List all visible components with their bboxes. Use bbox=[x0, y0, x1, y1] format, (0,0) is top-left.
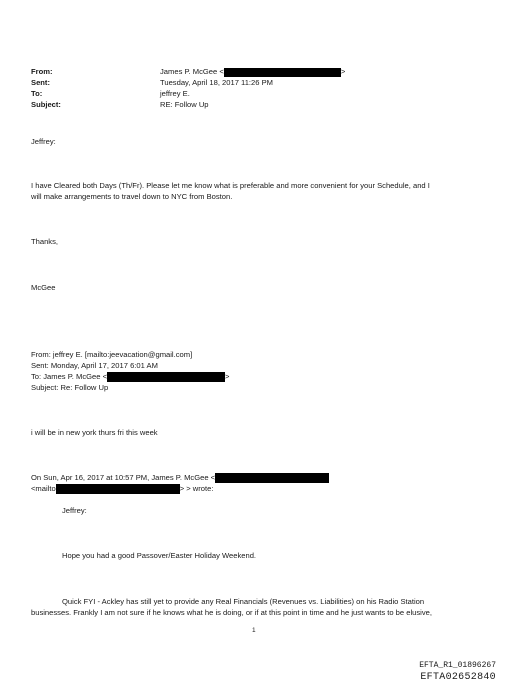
quoted2-mailto-line bbox=[31, 483, 213, 494]
subject-label: Subject: bbox=[31, 100, 61, 109]
quoted-to-text: To: James P. McGee < bbox=[31, 372, 108, 381]
from-value-text: James P. McGee < bbox=[160, 67, 224, 76]
from-value-suffix: > bbox=[340, 67, 346, 76]
quoted-body: i will be in new york thurs fri this week bbox=[31, 428, 158, 437]
quoted-to-suffix: > bbox=[225, 372, 230, 381]
to-value: jeffrey E. bbox=[160, 89, 190, 98]
quoted2-mailto-suffix: > > wrote: bbox=[179, 484, 214, 493]
from-label: From: bbox=[31, 67, 53, 76]
subject-value: RE: Follow Up bbox=[160, 100, 209, 109]
quoted2-on-text: On Sun, Apr 16, 2017 at 10:57 PM, James P. McGee < bbox=[31, 473, 216, 482]
footer-id-1: EFTA_R1_01896267 bbox=[419, 661, 496, 670]
quoted2-mailto-text: <mailto bbox=[31, 484, 56, 493]
reply-thanks: Thanks, bbox=[31, 237, 59, 246]
reply-body-line-2: will make arrangements to travel down to NYC from Boston. bbox=[31, 192, 233, 201]
quoted-from-line: From: jeffrey E. [mailto:jeevacation@gmail.com] bbox=[31, 350, 193, 359]
redaction-block bbox=[215, 473, 329, 483]
quoted-subject-line: Subject: Re: Follow Up bbox=[31, 383, 109, 392]
quoted2-para-line-1: Quick FYI - Ackley has still yet to provide any Real Financials (Revenues vs. Liabilities) on his Radio Station bbox=[62, 597, 425, 606]
redaction-block bbox=[224, 68, 341, 77]
redaction-block bbox=[107, 372, 225, 382]
quoted-to-line bbox=[31, 371, 229, 382]
quoted2-on-line bbox=[31, 472, 329, 483]
redaction-block bbox=[56, 484, 180, 494]
sent-label: Sent: bbox=[31, 78, 50, 87]
footer-id-2: EFTA02652840 bbox=[420, 672, 496, 683]
page-number: 1 bbox=[252, 627, 256, 634]
reply-body-line-1: I have Cleared both Days (Th/Fr). Please let me know what is preferable and more convenient for your Schedule, and I bbox=[31, 181, 430, 190]
quoted2-line-1: Hope you had a good Passover/Easter Holiday Weekend. bbox=[62, 551, 257, 560]
from-value bbox=[160, 67, 345, 77]
quoted2-greeting: Jeffrey: bbox=[62, 506, 87, 515]
reply-greeting: Jeffrey: bbox=[31, 137, 56, 146]
to-label: To: bbox=[31, 89, 43, 98]
reply-signature: McGee bbox=[31, 283, 56, 292]
quoted-sent-line: Sent: Monday, April 17, 2017 6:01 AM bbox=[31, 361, 158, 370]
sent-value: Tuesday, April 18, 2017 11:26 PM bbox=[160, 78, 273, 87]
quoted2-para-line-2: businesses. Frankly I am not sure if he knows what he is doing, or if at this point in time and he just wants to be elusive, bbox=[31, 608, 432, 617]
